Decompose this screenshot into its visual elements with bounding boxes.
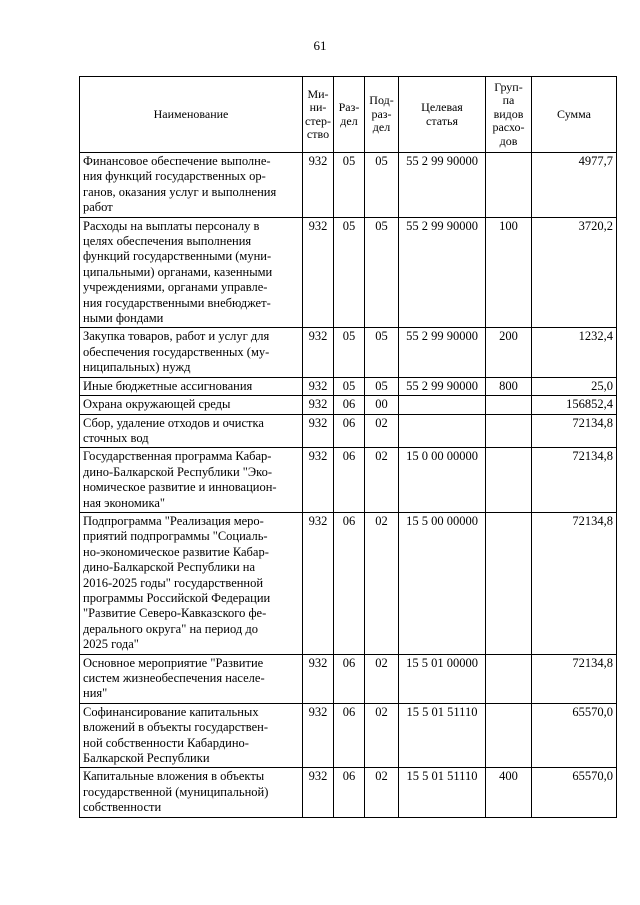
cell-target [399,414,486,448]
header-subsection-label: Под- раз- дел [369,93,394,135]
cell-group [486,396,532,414]
cell-ministry: 932 [303,654,334,703]
table-row [80,328,617,377]
header-section-label: Раз- дел [338,100,360,128]
cell-target: 15 5 01 00000 [399,654,486,703]
header-group-label: Груп- па видов расхо- дов [492,79,525,148]
cell-group [486,654,532,703]
cell-name: Софинансирование капитальных вложений в объекты государствен- ной собственности Кабардино- Балкарской Республики [80,703,303,768]
header-target-label: Целевая статья [421,100,463,128]
table-row [80,153,617,218]
cell-subsection: 02 [365,654,399,703]
cell-target: 55 2 99 90000 [399,328,486,377]
cell-name: Подпрограмма "Реализация меро- приятий подпрограммы "Социаль- но-экономическое развитие Кабар- дино-Балкарской Республики на 2016-2025 годы" государственной программы Российской Федерации "Развитие Северо-Кавказского фе- дерального округа" на период до 2025 года" [80,512,303,654]
header-group [486,77,532,153]
cell-section: 05 [334,377,365,395]
table-row [80,512,617,654]
cell-ministry: 932 [303,396,334,414]
cell-name: Основное мероприятие "Развитие систем жизнеобеспечения населе- ния" [80,654,303,703]
header-section [334,77,365,153]
cell-ministry: 932 [303,377,334,395]
cell-target: 15 5 01 51110 [399,703,486,768]
cell-section: 06 [334,448,365,513]
cell-subsection: 05 [365,217,399,328]
cell-subsection: 05 [365,153,399,218]
cell-name: Охрана окружающей среды [80,396,303,414]
cell-sum: 65570,0 [532,768,617,817]
cell-ministry: 932 [303,448,334,513]
cell-sum: 72134,8 [532,512,617,654]
cell-name: Закупка товаров, работ и услуг для обеспечения государственных (му- ниципальных) нужд [80,328,303,377]
cell-group: 800 [486,377,532,395]
header-name: Наименование [80,77,303,153]
cell-target: 15 5 00 00000 [399,512,486,654]
cell-ministry: 932 [303,414,334,448]
cell-ministry: 932 [303,512,334,654]
table-row [80,768,617,817]
cell-subsection: 02 [365,512,399,654]
cell-ministry: 932 [303,217,334,328]
cell-group: 200 [486,328,532,377]
cell-group [486,703,532,768]
cell-target: 55 2 99 90000 [399,153,486,218]
cell-sum: 156852,4 [532,396,617,414]
cell-sum: 72134,8 [532,654,617,703]
cell-name: Капитальные вложения в объекты государственной (муниципальной) собственности [80,768,303,817]
cell-ministry: 932 [303,768,334,817]
header-ministry-label: Ми- ни- стер- ство [305,86,331,141]
cell-sum: 4977,7 [532,153,617,218]
budget-table [79,76,617,818]
cell-subsection: 02 [365,448,399,513]
cell-target: 55 2 99 90000 [399,377,486,395]
cell-target: 15 0 00 00000 [399,448,486,513]
cell-section: 06 [334,414,365,448]
table-row [80,396,617,414]
table-row [80,414,617,448]
table-row [80,448,617,513]
cell-section: 06 [334,654,365,703]
cell-name: Финансовое обеспечение выполне- ния функций государственных ор- ганов, оказания услуг и выполнения работ [80,153,303,218]
cell-subsection: 05 [365,377,399,395]
cell-subsection: 02 [365,703,399,768]
cell-name: Расходы на выплаты персоналу в целях обеспечения выполнения функций государственными (муни- ципальными) органами, казенными учреждениями, органами управле- ния государственными внебюджет- ными фондами [80,217,303,328]
cell-section: 06 [334,512,365,654]
cell-target: 15 5 01 51110 [399,768,486,817]
cell-subsection: 02 [365,414,399,448]
cell-ministry: 932 [303,703,334,768]
header-sum: Сумма [532,77,617,153]
cell-sum: 3720,2 [532,217,617,328]
table-row [80,654,617,703]
cell-sum: 1232,4 [532,328,617,377]
page-number: 61 [313,38,327,53]
cell-section: 05 [334,328,365,377]
cell-sum: 72134,8 [532,414,617,448]
cell-section: 05 [334,217,365,328]
cell-subsection: 00 [365,396,399,414]
cell-section: 06 [334,703,365,768]
header-ministry [303,77,334,153]
cell-group [486,448,532,513]
header-target [399,77,486,153]
cell-sum: 65570,0 [532,703,617,768]
cell-ministry: 932 [303,328,334,377]
cell-section: 06 [334,768,365,817]
cell-group: 400 [486,768,532,817]
table-row [80,377,617,395]
cell-target [399,396,486,414]
header-subsection [365,77,399,153]
table-header-row [80,77,617,153]
cell-group [486,153,532,218]
cell-name: Государственная программа Кабар- дино-Балкарской Республики "Эко- номическое развитие и инновацион- ная экономика" [80,448,303,513]
cell-group: 100 [486,217,532,328]
table-body [80,153,617,818]
cell-ministry: 932 [303,153,334,218]
cell-target: 55 2 99 90000 [399,217,486,328]
cell-group [486,512,532,654]
table-row [80,217,617,328]
cell-group [486,414,532,448]
cell-subsection: 05 [365,328,399,377]
cell-subsection: 02 [365,768,399,817]
cell-sum: 72134,8 [532,448,617,513]
cell-section: 06 [334,396,365,414]
cell-name: Сбор, удаление отходов и очистка сточных вод [80,414,303,448]
cell-section: 05 [334,153,365,218]
table-row [80,703,617,768]
cell-name: Иные бюджетные ассигнования [80,377,303,395]
cell-sum: 25,0 [532,377,617,395]
